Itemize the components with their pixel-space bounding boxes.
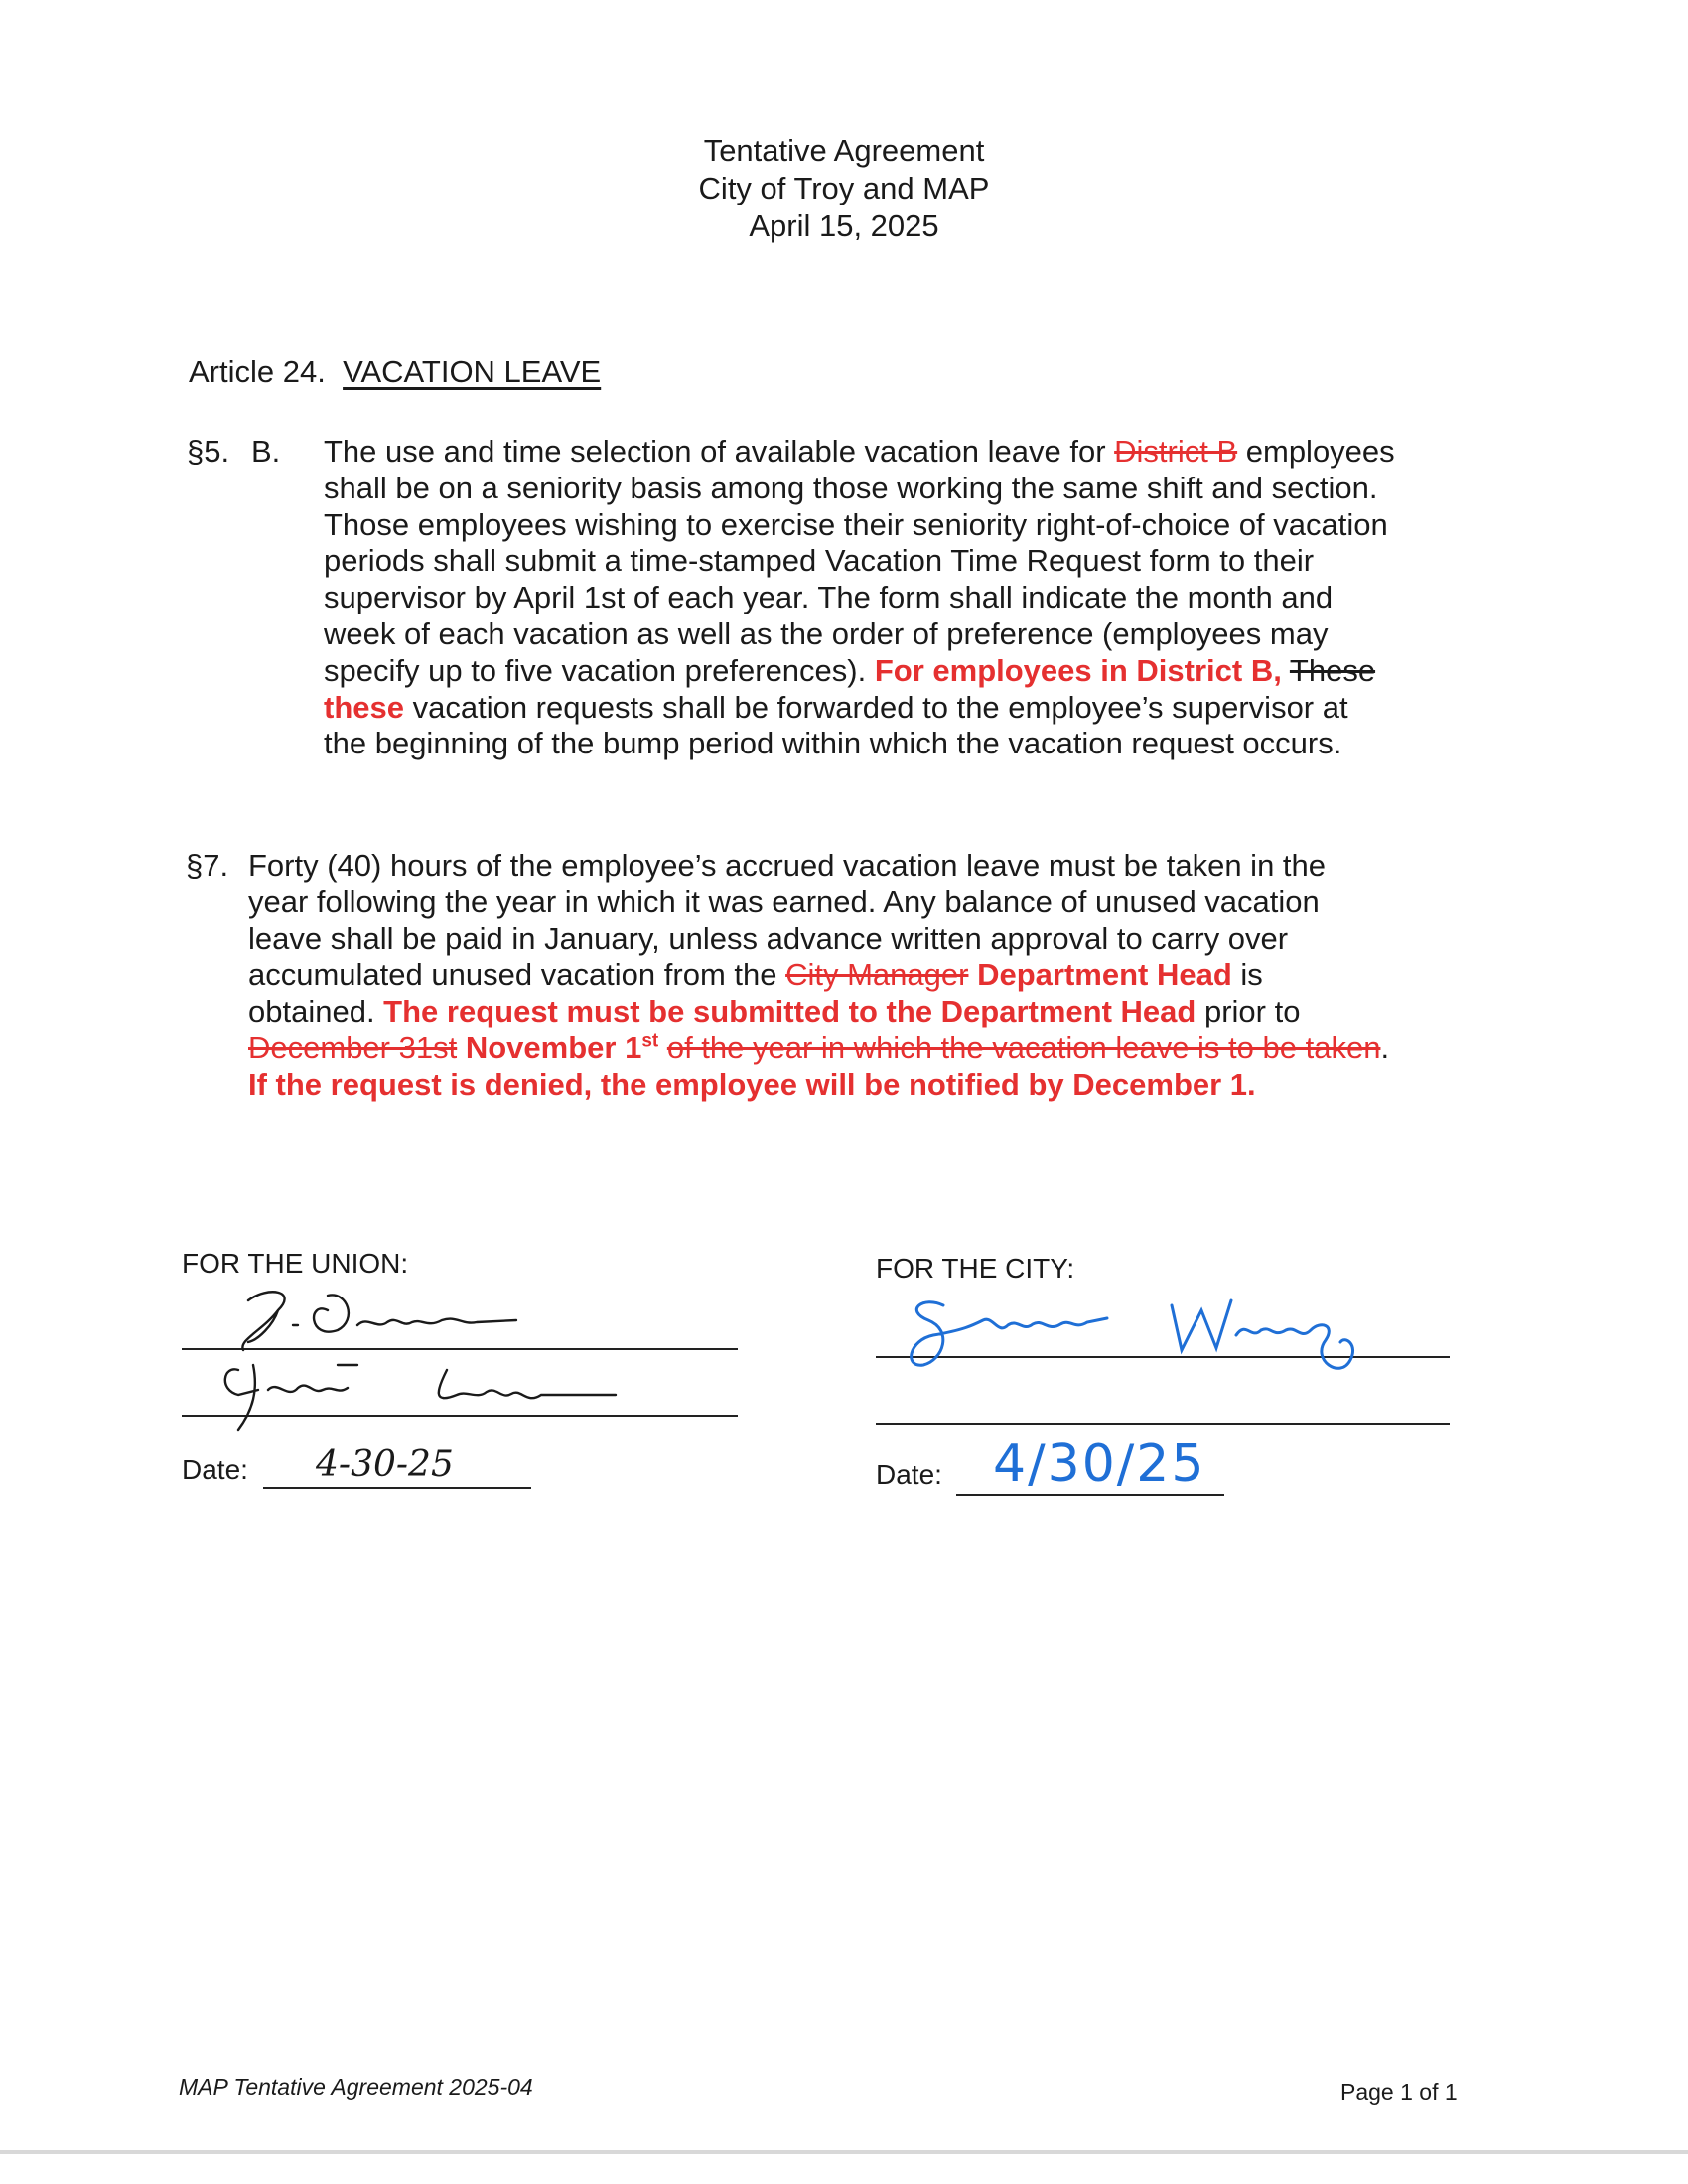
deleted-text: City Manager — [785, 957, 969, 993]
deleted-text: These — [1289, 652, 1376, 688]
s5-line-8: these vacation requests shall be forwarded to the employee’s supervisor at — [324, 689, 1348, 725]
section5-number: §5. — [187, 434, 230, 469]
s7-line-5: obtained. The request must be submitted to the Department Head prior to — [248, 994, 1301, 1029]
s7-line-4: accumulated unused vacation from the City Manager Department Head is — [248, 957, 1263, 993]
city-date: 4/30/25 — [993, 1434, 1206, 1494]
section5-body — [324, 434, 1505, 762]
s5-line-4: periods shall submit a time-stamped Vacation Time Request form to their — [324, 543, 1315, 579]
added-text: Department Head — [977, 957, 1232, 993]
city-date-label: Date: — [876, 1459, 942, 1490]
document-header — [0, 132, 1688, 245]
s5-line-5: supervisor by April 1st of each year. The form shall indicate the month and — [324, 580, 1334, 615]
s5-line-9: the beginning of the bump period within which the vacation request occurs. — [324, 726, 1342, 761]
s5-line-1: The use and time selection of available vacation leave for District B employees — [324, 434, 1395, 469]
city-label: FOR THE CITY: — [876, 1253, 1075, 1284]
section7-number: §7. — [186, 848, 229, 883]
union-signature-1 — [218, 1281, 556, 1360]
s7-line-2: year following the year in which it was earned. Any balance of unused vacation — [248, 884, 1320, 919]
added-text: November 1st — [465, 1029, 659, 1065]
union-date-line — [263, 1487, 531, 1489]
footer-document-id: MAP Tentative Agreement 2025-04 — [179, 2074, 533, 2100]
article-heading — [189, 354, 601, 390]
s7-line-6: December 31st November 1st of the year in which the vacation leave is to be taken. — [248, 1029, 1390, 1065]
scan-edge — [0, 2150, 1688, 2154]
added-text: For employees in District B, — [874, 652, 1282, 688]
city-date-line — [956, 1494, 1224, 1496]
s5-line-7: specify up to five vacation preferences). For employees in District B, These — [324, 652, 1376, 688]
s5-line-6: week of each vacation as well as the order of preference (employees may — [324, 615, 1329, 651]
city-signature-line-2 — [876, 1423, 1450, 1425]
article-number: Article 24. — [189, 354, 326, 389]
deleted-text: December 31st — [248, 1029, 458, 1065]
city-signature — [884, 1281, 1400, 1400]
footer-page-number: Page 1 of 1 — [1340, 2079, 1458, 2105]
union-signature-2 — [199, 1350, 635, 1449]
section5-sub: B. — [251, 434, 281, 469]
union-date: 4-30-25 — [316, 1444, 454, 1485]
article-title: VACATION LEAVE — [343, 354, 602, 389]
s7-line-7: If the request is denied, the employee will be notified by December 1. — [248, 1066, 1256, 1102]
added-text: The request must be submitted to the Department Head — [383, 994, 1196, 1029]
added-text: these — [324, 689, 404, 725]
s5-line-2: shall be on a seniority basis among those working the same shift and section. — [324, 470, 1378, 505]
header-title: Tentative Agreement — [703, 133, 985, 168]
header-parties: City of Troy and MAP — [698, 171, 990, 205]
s7-line-3: leave shall be paid in January, unless advance written approval to carry over — [248, 920, 1289, 956]
deleted-text: of the year in which the vacation leave is to be taken — [666, 1029, 1381, 1065]
deleted-text: District B — [1114, 434, 1238, 469]
union-label: FOR THE UNION: — [182, 1248, 409, 1279]
section7-body — [248, 848, 1499, 1104]
s5-line-3: Those employees wishing to exercise their seniority right-of-choice of vacation — [324, 506, 1388, 542]
union-date-label: Date: — [182, 1454, 248, 1485]
header-date: April 15, 2025 — [749, 208, 939, 243]
s7-line-1: Forty (40) hours of the employee’s accrued vacation leave must be taken in the — [248, 848, 1327, 883]
